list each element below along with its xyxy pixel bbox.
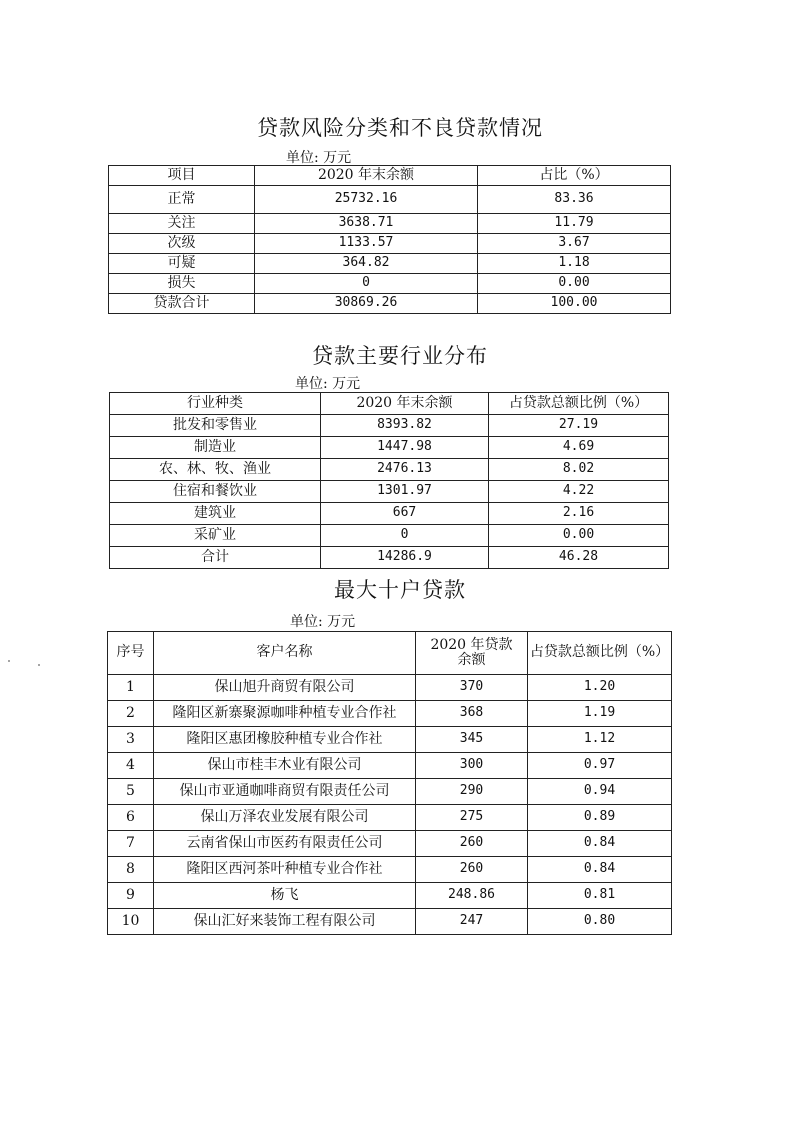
table-cell: 30869.26 [255,294,478,314]
table-cell: 260 [416,831,528,857]
table-cell: 25732.16 [255,186,478,214]
column-header: 2020 年末余额 [321,393,489,415]
industry-distribution-table [109,392,669,569]
table-cell: 275 [416,805,528,831]
table-cell: 4 [108,753,154,779]
column-header: 2020 年贷款余额 [416,632,528,675]
table-cell: 0.80 [528,909,672,935]
section3-title: 最大十户贷款 [334,578,466,602]
table-cell: 农、林、牧、渔业 [110,459,321,481]
table-row [110,415,669,437]
table-row [108,883,672,909]
table-cell: 建筑业 [110,503,321,525]
table-cell: 4.22 [489,481,669,503]
table-row [110,525,669,547]
table-cell: 1.18 [478,254,671,274]
table-cell: 0 [321,525,489,547]
table-header-row [109,166,671,186]
table-cell: 0.00 [478,274,671,294]
table-cell: 247 [416,909,528,935]
table-cell: 1.12 [528,727,672,753]
table-row [110,481,669,503]
table-cell: 8393.82 [321,415,489,437]
table-cell: 损失 [109,274,255,294]
table-cell: 1133.57 [255,234,478,254]
table-cell: 可疑 [109,254,255,274]
table-cell: 0.84 [528,831,672,857]
table-cell: 10 [108,909,154,935]
table-cell: 0.00 [489,525,669,547]
table-cell: 隆阳区惠团橡胶种植专业合作社 [154,727,416,753]
table-row [108,675,672,701]
table-cell: 云南省保山市医药有限责任公司 [154,831,416,857]
column-header: 序号 [108,632,154,675]
table-cell: 0.89 [528,805,672,831]
table-cell: 1447.98 [321,437,489,459]
table-row [108,727,672,753]
scan-speck [38,664,40,666]
table-cell: 隆阳区新寨聚源咖啡种植专业合作社 [154,701,416,727]
section1-title: 贷款风险分类和不良贷款情况 [257,116,543,140]
table-cell: 3638.71 [255,214,478,234]
table-row [109,254,671,274]
table-row [109,186,671,214]
column-header: 项目 [109,166,255,186]
table-cell: 27.19 [489,415,669,437]
table-row [108,857,672,883]
table-cell: 制造业 [110,437,321,459]
table-cell: 345 [416,727,528,753]
table-cell: 3.67 [478,234,671,254]
table-cell: 0.97 [528,753,672,779]
table-cell: 正常 [109,186,255,214]
table-cell: 住宿和餐饮业 [110,481,321,503]
table-cell: 2.16 [489,503,669,525]
table-cell: 0.94 [528,779,672,805]
column-header: 占比（%） [478,166,671,186]
section2-title: 贷款主要行业分布 [312,344,488,368]
table-cell: 次级 [109,234,255,254]
section3-unit: 单位: 万元 [290,614,356,630]
table-cell: 300 [416,753,528,779]
table-row [109,274,671,294]
top-ten-loans-table [107,631,672,935]
table-cell: 隆阳区西河茶叶种植专业合作社 [154,857,416,883]
table-cell: 4.69 [489,437,669,459]
table-cell: 14286.9 [321,547,489,569]
table-row [110,547,669,569]
table-cell: 260 [416,857,528,883]
table-row [110,437,669,459]
scan-speck [8,660,10,662]
table-cell: 保山万泽农业发展有限公司 [154,805,416,831]
table-cell: 2476.13 [321,459,489,481]
column-header: 客户名称 [154,632,416,675]
table-row [108,753,672,779]
table-cell: 杨飞 [154,883,416,909]
table-cell: 6 [108,805,154,831]
table-cell: 83.36 [478,186,671,214]
table-row [108,779,672,805]
table-row [108,909,672,935]
table-row [110,459,669,481]
table-cell: 364.82 [255,254,478,274]
table-cell: 8 [108,857,154,883]
table-cell: 保山汇好来装饰工程有限公司 [154,909,416,935]
column-header: 2020 年末余额 [255,166,478,186]
table-cell: 5 [108,779,154,805]
column-header: 占贷款总额比例（%） [489,393,669,415]
table-row [108,805,672,831]
table-cell: 3 [108,727,154,753]
table-row [109,214,671,234]
table-header-row [110,393,669,415]
table-cell: 保山市桂丰木业有限公司 [154,753,416,779]
table-cell: 关注 [109,214,255,234]
table-row [110,503,669,525]
loan-risk-table [108,165,671,314]
table-cell: 9 [108,883,154,909]
table-row [108,831,672,857]
table-cell: 248.86 [416,883,528,909]
table-cell: 1 [108,675,154,701]
table-cell: 370 [416,675,528,701]
section1-unit: 单位: 万元 [286,150,352,166]
table-cell: 1301.97 [321,481,489,503]
table-cell: 100.00 [478,294,671,314]
table-cell: 保山旭升商贸有限公司 [154,675,416,701]
table-cell: 1.19 [528,701,672,727]
table-cell: 2 [108,701,154,727]
table-cell: 0.81 [528,883,672,909]
section2-unit: 单位: 万元 [295,376,361,392]
table-row [109,234,671,254]
table-cell: 采矿业 [110,525,321,547]
table-cell: 贷款合计 [109,294,255,314]
table-cell: 0.84 [528,857,672,883]
table-cell: 保山市亚通咖啡商贸有限责任公司 [154,779,416,805]
table-cell: 批发和零售业 [110,415,321,437]
column-header: 占贷款总额比例（%） [528,632,672,675]
table-cell: 8.02 [489,459,669,481]
table-header-row [108,632,672,675]
table-cell: 1.20 [528,675,672,701]
column-header: 行业种类 [110,393,321,415]
table-cell: 46.28 [489,547,669,569]
table-cell: 0 [255,274,478,294]
table-row [109,294,671,314]
table-cell: 667 [321,503,489,525]
table-cell: 合计 [110,547,321,569]
table-cell: 290 [416,779,528,805]
table-cell: 7 [108,831,154,857]
table-row [108,701,672,727]
table-cell: 368 [416,701,528,727]
table-cell: 11.79 [478,214,671,234]
